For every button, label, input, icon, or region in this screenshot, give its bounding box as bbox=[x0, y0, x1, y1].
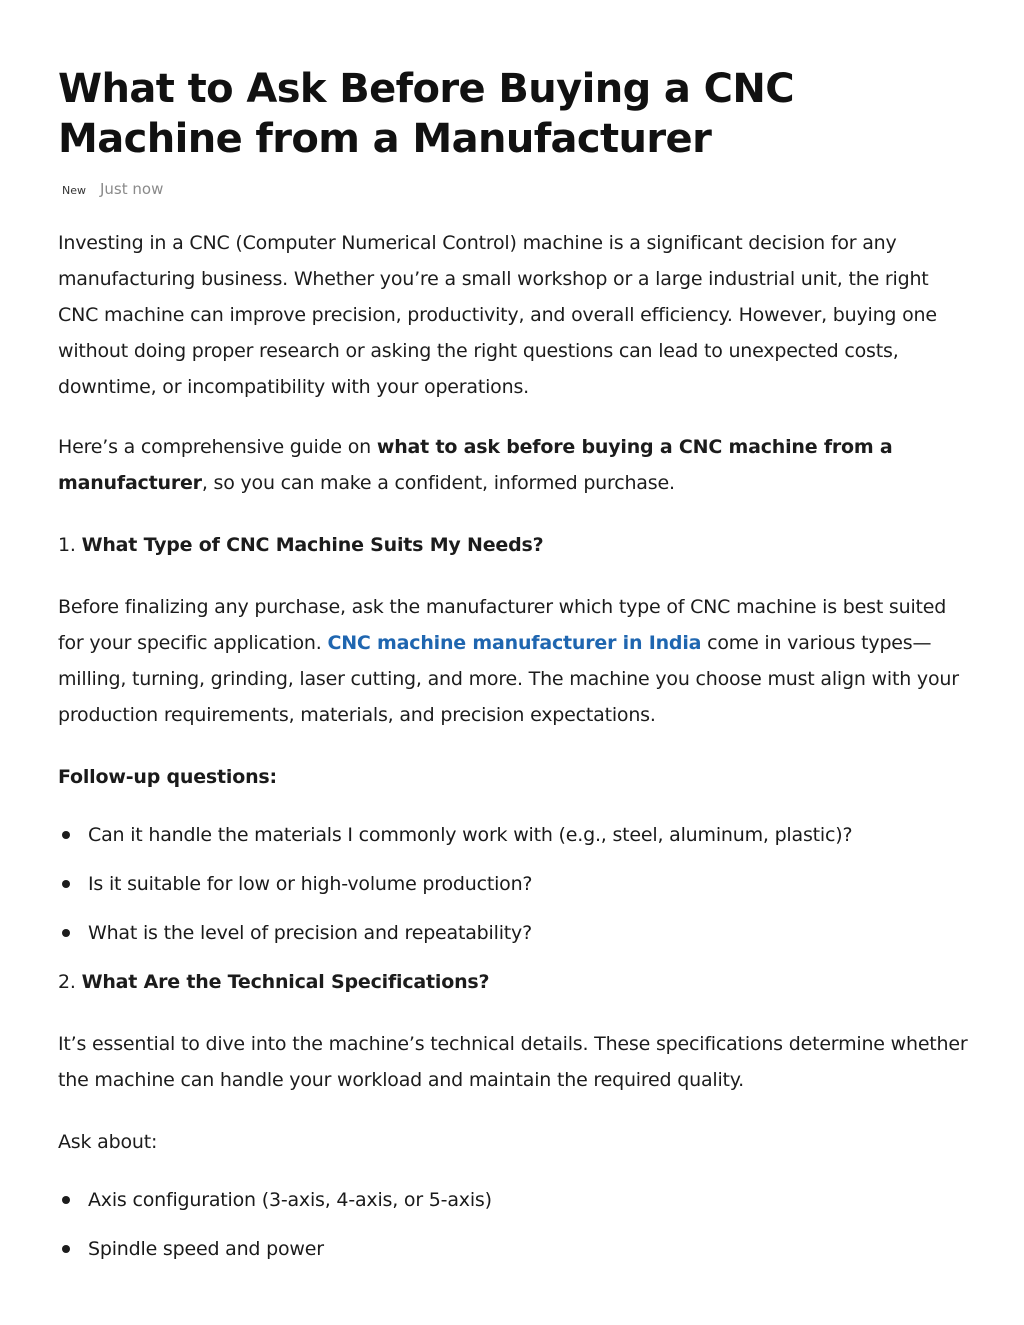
section-1-text-end: come in various types—milling, turning, grinding, laser cutting, and more. The machine you choose must align with your production requirements, materials, and precision expectations. bbox=[58, 632, 959, 726]
section-1-heading bbox=[58, 527, 970, 563]
guide-text-start: Here’s a comprehensive guide on bbox=[58, 436, 377, 458]
list-item bbox=[58, 1182, 970, 1218]
guide-bold-text: what to ask before buying a CNC machine from a manufacturer bbox=[58, 436, 893, 494]
bullet-icon bbox=[62, 929, 70, 937]
list-item-text: Is it suitable for low or high-volume production? bbox=[88, 873, 533, 895]
bullet-icon bbox=[62, 880, 70, 888]
list-item bbox=[58, 866, 970, 902]
spec-list bbox=[58, 1182, 970, 1267]
list-item bbox=[58, 1231, 970, 1267]
section-2-heading-text: What Are the Technical Specifications? bbox=[81, 971, 490, 993]
section-2-paragraph: It’s essential to dive into the machine’s technical details. These specifications determine whether the machine can handle your workload and maintain the required quality. bbox=[58, 1033, 968, 1091]
section-1-heading-text: What Type of CNC Machine Suits My Needs? bbox=[81, 534, 544, 556]
list-item-text: Spindle speed and power bbox=[88, 1238, 324, 1260]
section-1-text-start: Before finalizing any purchase, ask the manufacturer which type of CNC machine is best suited for your specific application. bbox=[58, 596, 947, 654]
section-1-paragraph bbox=[58, 589, 970, 733]
intro-paragraph: Investing in a CNC (Computer Numerical Control) machine is a significant decision for any manufacturing business. Whether you’re a small workshop or a large industrial unit, the right CNC machine can improve precision, productivity, and overall efficiency. However, buying one without doing proper research or asking the right questions can lead to unexpected costs, downtime, or incompatibility with your operations. bbox=[58, 232, 937, 398]
section-2-heading bbox=[58, 964, 970, 1000]
guide-paragraph bbox=[58, 429, 970, 501]
article-body bbox=[58, 225, 970, 1267]
bullet-icon bbox=[62, 831, 70, 839]
bullet-icon bbox=[62, 1196, 70, 1204]
follow-up-subheading: Follow-up questions: bbox=[58, 766, 277, 788]
article-meta bbox=[58, 180, 970, 204]
list-item bbox=[58, 817, 970, 853]
cnc-manufacturer-link[interactable]: CNC machine manufacturer in India bbox=[327, 632, 702, 654]
bullet-icon bbox=[62, 1245, 70, 1253]
ask-about-label: Ask about: bbox=[58, 1131, 158, 1153]
list-item-text: Axis configuration (3-axis, 4-axis, or 5-axis) bbox=[88, 1189, 492, 1211]
section-1-number: 1. bbox=[58, 534, 76, 556]
guide-text-end: , so you can make a confident, informed purchase. bbox=[201, 472, 675, 494]
list-item-text: Can it handle the materials I commonly work with (e.g., steel, aluminum, plastic)? bbox=[88, 824, 853, 846]
article-title: What to Ask Before Buying a CNC Machine from a Manufacturer bbox=[58, 66, 795, 162]
list-item-text: What is the level of precision and repeatability? bbox=[88, 922, 532, 944]
section-2-number: 2. bbox=[58, 971, 76, 993]
follow-up-list bbox=[58, 817, 970, 951]
timestamp: Just now bbox=[100, 180, 164, 198]
new-badge: New bbox=[62, 184, 86, 197]
list-item bbox=[58, 915, 970, 951]
